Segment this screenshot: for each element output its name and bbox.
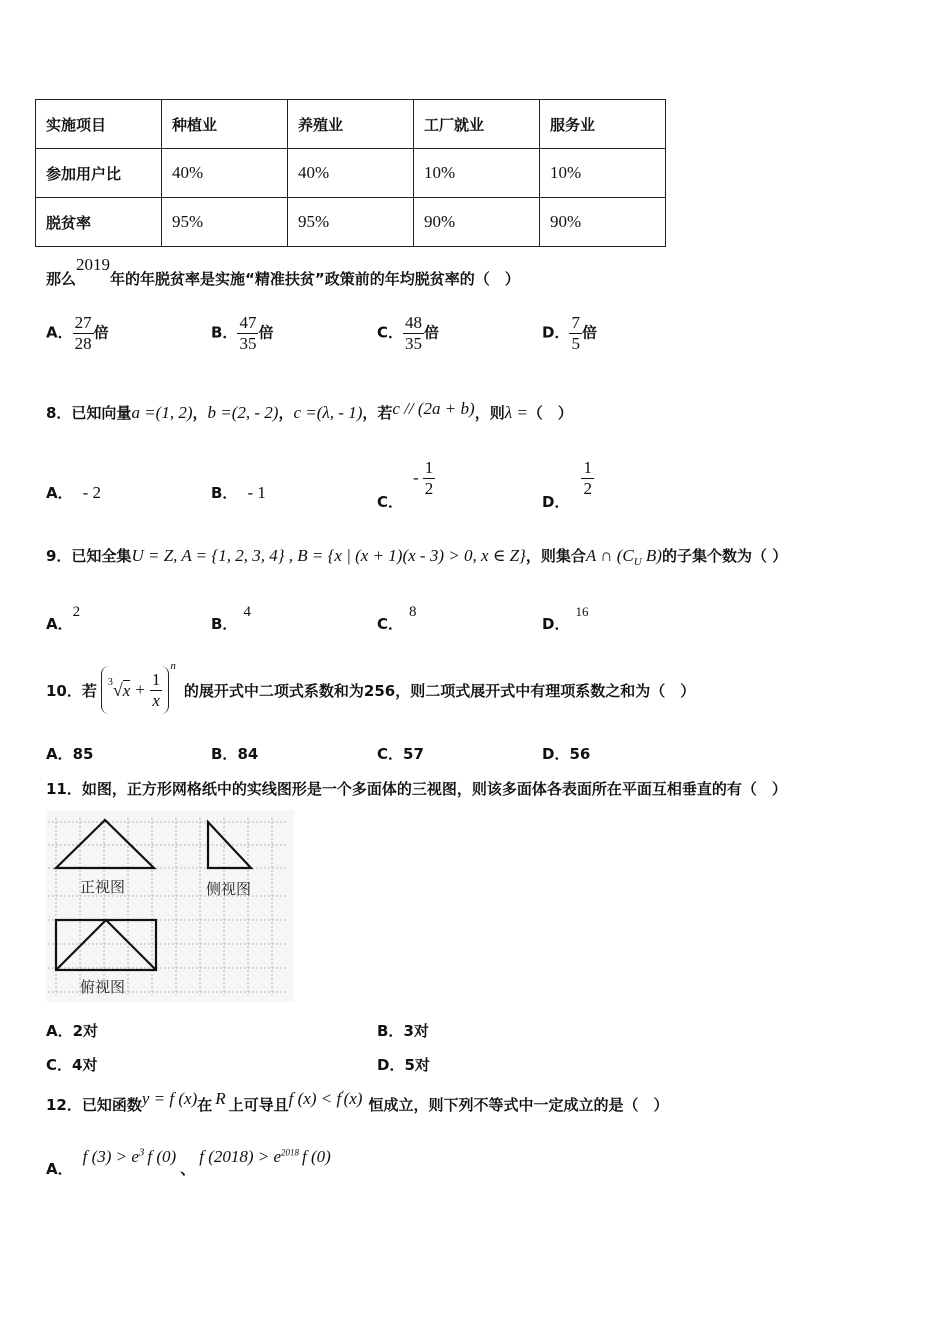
- q7-prefix: 那么: [46, 270, 77, 288]
- option-value: 56: [569, 745, 591, 763]
- q10-stem: [46, 660, 696, 716]
- frac-num: 47: [239, 313, 257, 332]
- q12-expr: f (2018) > e: [199, 1147, 282, 1166]
- frac-den: 28: [74, 333, 92, 353]
- option-letter: A．: [46, 1160, 73, 1178]
- table-row: [36, 198, 666, 247]
- q11-stem: 11．如图，正方形网格纸中的实线图形是一个多面体的三视图，则该多面体各表面所在平面互相垂直的有（ ）: [46, 780, 787, 798]
- q12-stem: [46, 1088, 669, 1115]
- q8-vec-c: c =(λ, - 1): [293, 403, 363, 422]
- table-header-cell: 服务业: [540, 100, 666, 149]
- q8-vec-a: a =(1, 2): [131, 403, 193, 422]
- frac-num: 1: [424, 458, 434, 477]
- q8-option-b[interactable]: [211, 482, 266, 503]
- q12-expr: f (3) > e: [82, 1147, 139, 1166]
- q8-vec-b: b =(2, - 2): [207, 403, 279, 422]
- q8-stem: [46, 399, 573, 423]
- q9-expr-sub: U: [633, 556, 642, 569]
- option-letter: B．: [377, 1022, 404, 1040]
- q7-year: 2019: [76, 255, 111, 274]
- q12-option-a[interactable]: [46, 1146, 331, 1178]
- q9-stem: [46, 545, 787, 568]
- q7-option-d[interactable]: [542, 313, 597, 353]
- q12-R: R: [215, 1089, 226, 1108]
- frac-num: 1: [151, 669, 161, 689]
- q8-label: 8．已知向量: [46, 404, 132, 422]
- q9-mid: ，则集合: [525, 547, 586, 565]
- table-cell: 95%: [162, 198, 288, 247]
- table-header-cell: 养殖业: [288, 100, 414, 149]
- q8-comma: ，: [278, 404, 294, 422]
- q8-cond: c // (2a + b): [392, 399, 475, 418]
- q7-text: 年的年脱贫率是实施“精准扶贫”政策前的年均脱贫率的（ ）: [110, 270, 520, 288]
- figure-background: [46, 810, 294, 1002]
- table-cell: 40%: [162, 149, 288, 198]
- table-header-cell: 实施项目: [36, 100, 162, 149]
- frac-den: 2: [424, 478, 434, 498]
- option-value: 85: [72, 745, 94, 763]
- q12-expr: f (0): [147, 1147, 177, 1166]
- option-letter: C．: [377, 745, 404, 763]
- q8-if: ，若: [362, 404, 393, 422]
- radical-icon: √: [112, 679, 123, 700]
- q11-option-c[interactable]: [46, 1054, 97, 1075]
- q12-expr-sup: 2018: [281, 1147, 300, 1158]
- q10-label: 10．若: [46, 681, 97, 700]
- q10-binomial: [101, 666, 170, 714]
- q12-on: 在: [197, 1096, 213, 1114]
- option-letter: C．: [377, 615, 404, 633]
- q10-root-index: 3: [107, 676, 113, 688]
- q12-ineq-left: f (x) < f: [288, 1089, 342, 1108]
- option-value: 2对: [72, 1022, 99, 1040]
- front-view-label: 正视图: [80, 878, 126, 896]
- table-cell: 95%: [288, 198, 414, 247]
- option-value: - 1: [247, 483, 266, 502]
- q12-prime: ': [341, 1088, 344, 1101]
- option-letter: D．: [377, 1056, 405, 1074]
- q9-label: 9．已知全集: [46, 547, 132, 565]
- option-letter: C．: [377, 323, 404, 342]
- table-cell: 40%: [288, 149, 414, 198]
- option-suffix: 倍: [581, 323, 597, 342]
- frac-num: 7: [571, 313, 580, 332]
- q12-func: y = f (x): [141, 1089, 198, 1108]
- frac-den: 5: [571, 333, 580, 353]
- three-view-figure: [46, 810, 294, 1002]
- side-view-label: 侧视图: [206, 880, 252, 898]
- q7-option-c[interactable]: [377, 313, 439, 353]
- q8-comma: ，: [192, 404, 208, 422]
- q12-ineq: [289, 1089, 363, 1108]
- table-cell: 10%: [414, 149, 540, 198]
- q7-stem: [46, 255, 520, 289]
- q8-option-d[interactable]: [542, 458, 594, 511]
- table-cell: 10%: [540, 149, 666, 198]
- option-letter: C．: [377, 492, 404, 511]
- q12-separator: 、: [180, 1160, 196, 1178]
- option-value: 16: [575, 604, 589, 619]
- frac-num: 48: [405, 313, 423, 332]
- option-sign: -: [413, 467, 419, 487]
- q9-option-c[interactable]: [377, 600, 417, 633]
- q7-option-a[interactable]: [46, 313, 109, 353]
- q12-expr-sup: 3: [138, 1146, 145, 1159]
- option-value: 2: [72, 604, 81, 620]
- table-header-row: [36, 100, 666, 149]
- table-row: [36, 149, 666, 198]
- option-letter: D．: [542, 745, 570, 763]
- option-letter: A．: [46, 615, 73, 633]
- table-header-cell: 工厂就业: [414, 100, 540, 149]
- frac-num: 27: [74, 313, 92, 332]
- frac-den: 35: [239, 333, 257, 353]
- option-letter: B．: [211, 615, 238, 633]
- option-value: 4对: [72, 1056, 98, 1074]
- q8-option-a[interactable]: [46, 482, 101, 503]
- option-value: 5对: [404, 1056, 430, 1074]
- q10-option-d[interactable]: [542, 743, 590, 764]
- option-value: 84: [237, 745, 259, 763]
- q11-option-b[interactable]: [377, 1020, 429, 1041]
- option-value: 3对: [403, 1022, 429, 1040]
- row-label: 参加用户比: [36, 149, 162, 198]
- table-cell: 90%: [414, 198, 540, 247]
- q12-ineq-right: (x): [343, 1089, 363, 1108]
- option-letter: B．: [211, 484, 238, 502]
- q10-text: 的展开式中二项式系数和为256，则二项式展开式中有理项系数之和为（ ）: [183, 681, 696, 700]
- frac-den: 35: [405, 333, 423, 353]
- option-value: 4: [243, 604, 251, 620]
- q9-sets: U = Z, A = {1, 2, 3, 4} , B = {x | (x + 1)(x - 3) > 0, x ∈ Z}: [131, 546, 526, 565]
- top-view-label: 俯视图: [80, 978, 126, 996]
- q8-then: ，则: [474, 404, 505, 422]
- q9-tail: 的子集个数为（ ）: [661, 547, 788, 565]
- q12-deriv-text: 上可导且: [228, 1096, 289, 1114]
- q12-expr: f (0): [302, 1147, 331, 1166]
- q8-paren: （ ）: [527, 404, 573, 422]
- option-letter: D．: [542, 615, 570, 633]
- q8-option-c[interactable]: [377, 458, 435, 511]
- q10-root-var: x: [122, 680, 131, 700]
- option-letter: B．: [211, 745, 238, 763]
- q10-exponent: n: [170, 660, 176, 672]
- q10-option-c[interactable]: [377, 743, 424, 764]
- q9-expr: B): [641, 546, 662, 565]
- option-value: 57: [403, 745, 424, 763]
- option-letter: D．: [542, 492, 570, 511]
- q9-option-b[interactable]: [211, 600, 251, 633]
- table-cell: 90%: [540, 198, 666, 247]
- q11-option-d[interactable]: [377, 1054, 430, 1075]
- row-label: 脱贫率: [36, 198, 162, 247]
- option-letter: D．: [542, 323, 570, 342]
- option-suffix: 倍: [424, 323, 440, 342]
- frac-den: x: [152, 690, 160, 710]
- option-letter: A．: [46, 484, 73, 502]
- q12-tail: 恒成立，则下列不等式中一定成立的是（ ）: [368, 1096, 669, 1114]
- q11-option-a[interactable]: [46, 1020, 98, 1041]
- data-table: [35, 99, 666, 247]
- option-value: - 2: [82, 483, 102, 502]
- option-letter: B．: [211, 323, 238, 342]
- option-suffix: 倍: [93, 323, 109, 342]
- q9-option-d[interactable]: [542, 600, 589, 633]
- option-value: 8: [409, 604, 417, 620]
- q10-option-b[interactable]: [211, 743, 258, 764]
- option-letter: A．: [46, 745, 73, 763]
- option-suffix: 倍: [258, 323, 274, 342]
- q8-lambda: λ =: [504, 403, 528, 422]
- option-letter: A．: [46, 323, 73, 342]
- q12-label: 12．已知函数: [46, 1096, 142, 1114]
- q7-option-b[interactable]: [211, 313, 273, 353]
- q9-expr: A ∩ (C: [585, 546, 634, 565]
- option-letter: C．: [46, 1056, 73, 1074]
- option-letter: A．: [46, 1022, 73, 1040]
- q10-plus: +: [135, 680, 145, 699]
- frac-den: 2: [583, 478, 592, 498]
- q9-option-a[interactable]: [46, 600, 81, 633]
- frac-num: 1: [583, 458, 592, 477]
- table-header-cell: 种植业: [162, 100, 288, 149]
- q10-option-a[interactable]: [46, 743, 93, 764]
